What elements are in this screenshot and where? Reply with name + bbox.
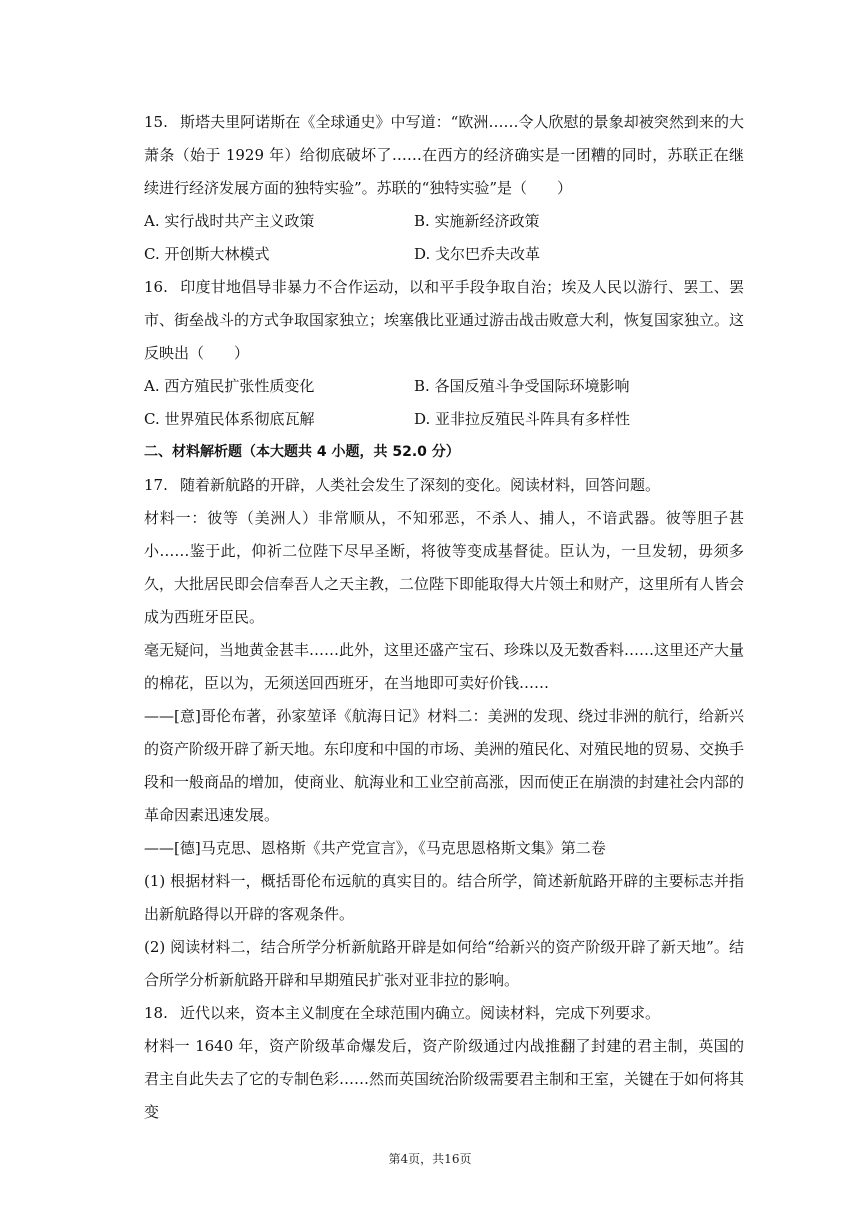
option-b: B. 实施新经济政策 <box>414 212 540 230</box>
page-footer: 第4页，共16页 <box>388 1152 472 1166</box>
page-content <box>144 106 744 1129</box>
section-heading: 二、材料解析题（本大题共 4 小题，共 52.0 分） <box>144 444 460 460</box>
question-text: 近代以来，资本主义制度在全球范围内确立。阅读材料，完成下列要求。 <box>180 1004 661 1022</box>
material-2-source: ——[德]马克思、恩格斯《共产党宣言》，《马克思恩格斯文集》第二卷 <box>144 839 606 857</box>
material-1a: 材料一：彼等（美洲人）非常顺从，不知邪恶，不杀人、捕人，不谙武器。彼等胆子甚小……鉴于此，仰祈二位陛下尽早圣断，将彼等变成基督徒。臣认为，一旦发轫，毋须多久，大批居民即会信奉吾人之天主教，二位陛下即能取得大片领土和财产，这里所有人皆会成为西班牙臣民。 <box>144 509 745 626</box>
options-row <box>144 205 744 238</box>
option-a: A. 实行战时共产主义政策 <box>144 212 315 230</box>
option-d: D. 亚非拉反殖民斗阵具有多样性 <box>414 410 631 428</box>
option-d: D. 戈尔巴乔夫改革 <box>414 245 541 263</box>
sub-question-2: (2) 阅读材料二，结合所学分析新航路开辟是如何给“给新兴的资产阶级开辟了新天地”。结合所学分析新航路开辟和早期殖民扩张对亚非拉的影响。 <box>144 938 744 989</box>
options-row <box>144 370 744 403</box>
material-1b: 毫无疑问，当地黄金甚丰……此外，这里还盛产宝石、珍珠以及无数香料……这里还产大量的棉花，臣以为，无须送回西班牙，在当地即可卖好价钱…… <box>144 641 745 692</box>
question-text: 随着新航路的开辟，人类社会发生了深刻的变化。阅读材料，回答问题。 <box>180 476 661 494</box>
question-number: 16. <box>144 278 168 296</box>
question-number: 15. <box>144 113 168 131</box>
option-c: C. 世界殖民体系彻底瓦解 <box>144 410 315 428</box>
material-2: ——[意]哥伦布著，孙家堃译《航海日记》材料二：美洲的发现、绕过非洲的航行，给新兴的资产阶级开辟了新天地。东印度和中国的市场、美洲的殖民化、对殖民地的贸易、交换手段和一般商品的增加，使商业、航海业和工业空前高涨，因而使正在崩溃的封建社会内部的革命因素迅速发展。 <box>144 707 745 824</box>
question-18 <box>144 997 744 1030</box>
option-c: C. 开创斯大林模式 <box>144 245 270 263</box>
option-b: B. 各国反殖斗争受国际环境影响 <box>414 377 630 395</box>
sub-question-1: (1) 根据材料一，概括哥伦布远航的真实目的。结合所学，简述新航路开辟的主要标志并指出新航路得以开辟的客观条件。 <box>144 872 744 923</box>
question-text: 斯塔夫里阿诺斯在《全球通史》中写道：“欧洲……令人欣慰的景象却被突然到来的大萧条（始于 1929 年）给彻底破坏了……在西方的经济确实是一团糟的同时，苏联正在继续进行经济发展方面的独特实验”。苏联的“独特实验”是（ ） <box>144 113 744 197</box>
question-17 <box>144 469 744 502</box>
question-15 <box>144 106 744 205</box>
question-16 <box>144 271 744 370</box>
option-a: A. 西方殖民扩张性质变化 <box>144 377 315 395</box>
question-number: 17. <box>144 476 168 494</box>
question-number: 18. <box>144 1004 168 1022</box>
material-1: 材料一 1640 年，资产阶级革命爆发后，资产阶级通过内战推翻了封建的君主制，英国的君主自此失去了它的专制色彩……然而英国统治阶级需要君主制和王室，关键在于如何将其变 <box>144 1037 745 1121</box>
question-text: 印度甘地倡导非暴力不合作运动，以和平手段争取自治；埃及人民以游行、罢工、罢市、街垒战斗的方式争取国家独立；埃塞俄比亚通过游击战击败意大利，恢复国家独立。这反映出（ ） <box>144 278 745 362</box>
options-row <box>144 403 744 436</box>
options-row <box>144 238 744 271</box>
